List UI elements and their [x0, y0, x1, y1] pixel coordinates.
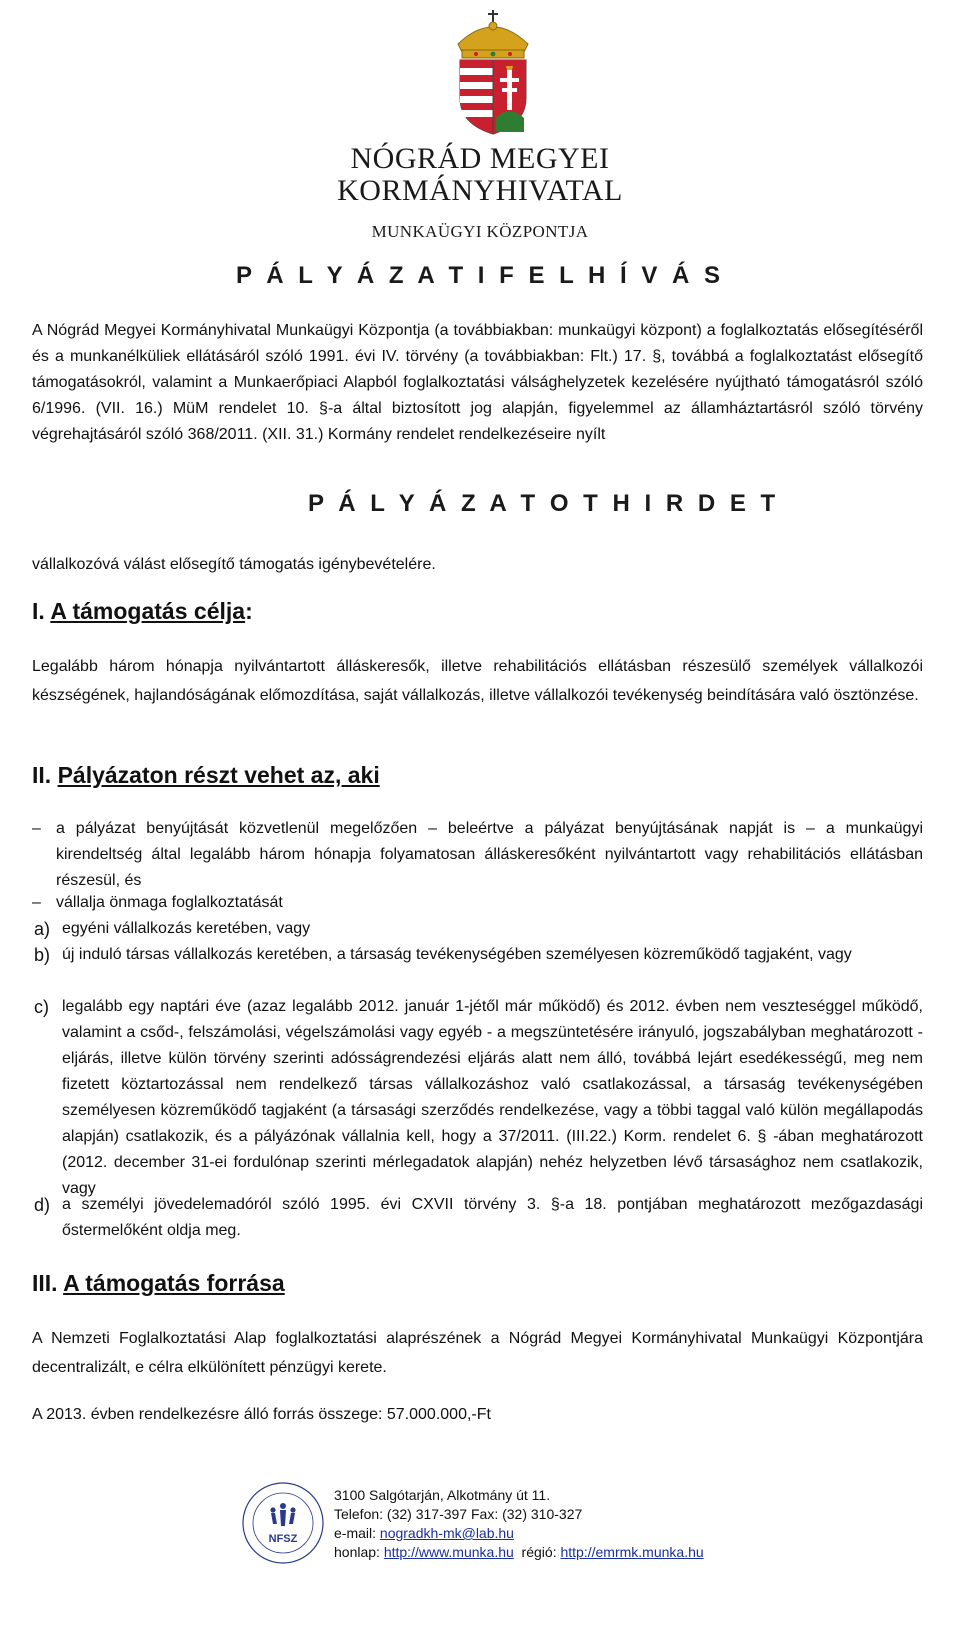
dash-marker: – — [32, 820, 41, 837]
list-item-b — [34, 942, 923, 968]
footer-email-label: e-mail: — [334, 1525, 380, 1541]
title-palyazatot-hirdet-text: P Á L Y Á Z A T O T H I R D E T — [308, 490, 780, 517]
section-1-heading — [32, 598, 253, 625]
item-text: legalább egy naptári éve (azaz legalább 2012. január 1-jétől már működő) és 2012. évben nem veszteséggel működő, valamint a csőd-, felszámolási, végelszámolási vagy egyéb - a megszüntetésére irányuló, jogszabályban meghatározott - eljárás, illetve külön törvény szerinti adósságrendezési eljárás alatt nem álló, továbbá lejárt esedékességű, meg nem fizetett köztartozással nem rendelkező társas vállalkozáshoz való csatlakozással, a társaság tevékenységében személyesen közreműködő tagjaként (a társasági szerződés rendelkezése, vagy a többi taggal való külön megállapodás alapján) csatlakozik, és a pályázónak vállalnia kell, hogy a 37/2011. (III.22.) Korm. rendelet 6. § -ában meghatározott (2012. december 31-ei fordulónap szerinti mérlegadatok alapján) nehéz helyzetben lévő társasághoz nem csatlakozik, vagy — [62, 998, 923, 1197]
section-3-heading — [32, 1270, 285, 1297]
item-text: új induló társas vállalkozás keretében, a társaság tevékenységében személyesen közreműködő tagjaként, vagy — [62, 946, 852, 963]
dash-1-text: a pályázat benyújtását közvetlenül megelőzően – beleértve a pályázat benyújtásának napját is – a munkaügyi kirendeltség által legalább három hónapja folyamatosan álláskeresőként nyilvántartott vagy rehabilitációs ellátásban részesül, és — [56, 820, 923, 889]
footer-web-line — [334, 1543, 704, 1562]
footer-address: 3100 Salgótarján, Alkotmány út 11. — [334, 1487, 551, 1503]
section-2-heading — [32, 762, 380, 789]
list-item-a — [34, 916, 923, 942]
org-name-line2: KORMÁNYHIVATAL — [337, 174, 623, 207]
footer-email-line — [334, 1524, 514, 1543]
section-2-number: II. — [32, 762, 52, 788]
list-item-c — [34, 994, 923, 1202]
section-3-title: A támogatás forrása — [63, 1270, 285, 1296]
footer-web-link[interactable]: http://www.munka.hu — [383, 1544, 514, 1560]
nfsz-logo-icon — [240, 1480, 326, 1566]
section-3-amount: A 2013. évben rendelkezésre álló forrás összege: 57.000.000,-Ft — [32, 1406, 491, 1423]
footer-region-label: régió: — [513, 1544, 561, 1560]
section-1-body: Legalább három hónapja nyilvántartott álláskeresők, illetve rehabilitációs ellátásban részesülő személyek vállalkozói készségének, hajlandóságának előmozdítása, saját vállalkozás, illetve vállalkozói tevékenység beindítására való ösztönzése. — [32, 658, 923, 704]
item-label: a) — [34, 919, 51, 939]
section-2-title: Pályázaton részt vehet az, aki — [57, 762, 380, 788]
footer-email-link[interactable]: nogradkh-mk@lab.hu — [379, 1525, 514, 1541]
section-1-number: I. — [32, 598, 45, 624]
org-unit: MUNKAÜGYI KÖZPONTJA — [371, 222, 589, 241]
section-3-number: III. — [32, 1270, 58, 1296]
list-item-dash-2 — [32, 890, 923, 916]
nfsz-logo-text: NFSZ — [268, 1533, 298, 1545]
footer-phone: Telefon: (32) 317-397 Fax: (32) 310-327 — [334, 1506, 583, 1522]
subject-line: vállalkozóvá válást elősegítő támogatás igénybevételére. — [32, 556, 436, 573]
item-label: d) — [34, 1195, 51, 1215]
item-label: c) — [34, 997, 49, 1017]
coat-of-arms-icon — [436, 6, 550, 136]
dash-2-text: vállalja önmaga foglalkoztatását — [56, 894, 283, 911]
title-palyazati-felhivas: P Á L Y Á Z A T I F E L H Í V Á S — [235, 262, 725, 289]
intro-paragraph: A Nógrád Megyei Kormányhivatal Munkaügyi Központja (a továbbiakban: munkaügyi központ) a foglalkoztatás elősegítéséről és a munkanélküliek ellátásáról szóló 1991. évi IV. törvény (a továbbiakban: Flt.) 17. §, továbbá a foglalkoztatást elősegítő támogatásokról, valamint a Munkaerőpiaci Alapból foglalkoztatási válsághelyzetek kezelésére nyújtható támogatásról szóló 6/1996. (VII. 16.) MüM rendelet 10. §-a által biztosított jog alapján, figyelemmel az államháztartásról szóló törvény végrehajtásáról szóló 368/2011. (XII. 31.) Kormány rendelet rendelkezéseire nyílt — [32, 322, 923, 443]
item-label: b) — [34, 945, 51, 965]
list-item-d — [34, 1192, 923, 1244]
item-text: a személyi jövedelemadóról szóló 1995. évi CXVII törvény 3. §-a 18. pontjában meghatározott mezőgazdasági őstermelőként oldja meg. — [62, 1196, 923, 1239]
item-text: egyéni vállalkozás keretében, vagy — [62, 920, 311, 937]
org-name-line1: NÓGRÁD MEGYEI — [350, 142, 610, 175]
dash-marker: – — [32, 894, 41, 911]
list-item-dash-1 — [32, 816, 923, 894]
footer-region-link[interactable]: http://emrmk.munka.hu — [560, 1544, 704, 1560]
section-3-body: A Nemzeti Foglalkoztatási Alap foglalkoztatási alaprészének a Nógrád Megyei Kormányhivatal Munkaügyi Központjára decentralizált, e célra elkülönített pénzügyi kerete. — [32, 1330, 923, 1376]
section-1-colon: : — [245, 598, 253, 624]
section-1-title: A támogatás célja — [50, 598, 246, 624]
footer-web-label: honlap: — [334, 1544, 384, 1560]
